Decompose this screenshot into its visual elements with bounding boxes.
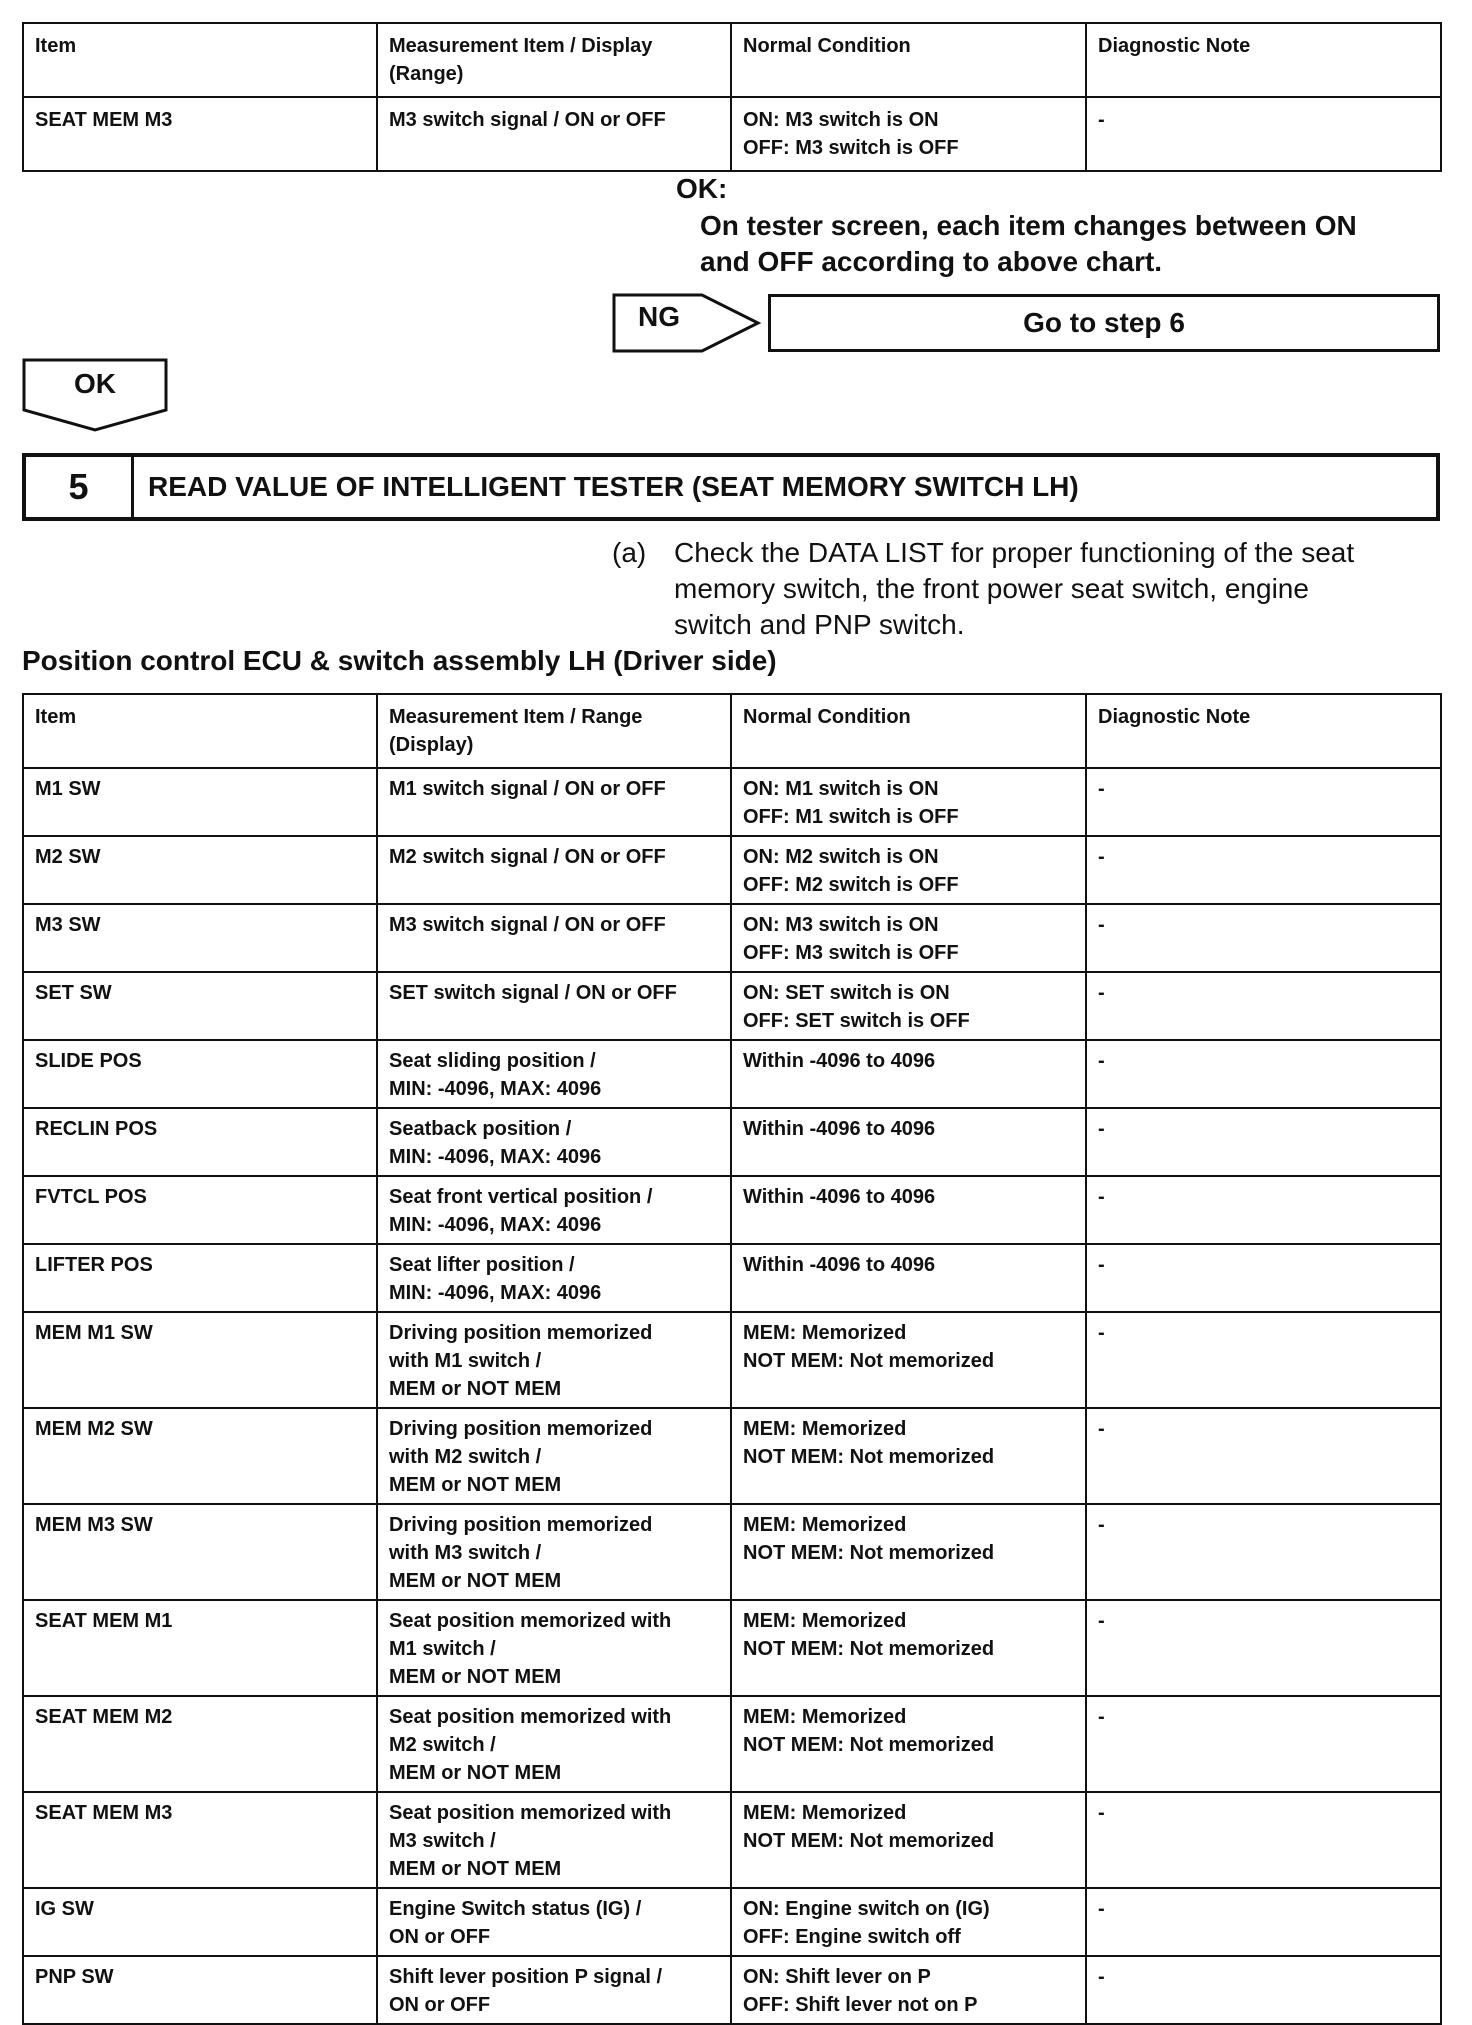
step-header bbox=[22, 453, 1440, 521]
cell-condition: MEM: Memorized NOT MEM: Not memorized bbox=[731, 1312, 1086, 1408]
cell-note: - bbox=[1086, 904, 1441, 972]
ok-result bbox=[676, 170, 1357, 280]
header-measurement-item: Measurement Item / Range (Display) bbox=[377, 694, 731, 768]
header-diagnostic-note: Diagnostic Note bbox=[1086, 23, 1441, 97]
header-measurement-item: Measurement Item / Display (Range) bbox=[377, 23, 731, 97]
table-row bbox=[23, 768, 1441, 836]
header-item: Item bbox=[23, 23, 377, 97]
cell-measurement: Seat front vertical position / MIN: -4096, MAX: 4096 bbox=[377, 1176, 731, 1244]
cell-note: - bbox=[1086, 97, 1441, 171]
cell-item: FVTCL POS bbox=[23, 1176, 377, 1244]
cell-condition: ON: Shift lever on P OFF: Shift lever not on P bbox=[731, 1956, 1086, 2024]
cell-measurement: Seat position memorized with M2 switch / MEM or NOT MEM bbox=[377, 1696, 731, 1792]
cell-condition: ON: SET switch is ON OFF: SET switch is OFF bbox=[731, 972, 1086, 1040]
step-number: 5 bbox=[26, 457, 134, 517]
cell-condition: ON: M3 switch is ON OFF: M3 switch is OFF bbox=[731, 97, 1086, 171]
data-list-body bbox=[23, 768, 1441, 2024]
header-normal-condition: Normal Condition bbox=[731, 694, 1086, 768]
table-row bbox=[23, 1176, 1441, 1244]
cell-item: SLIDE POS bbox=[23, 1040, 377, 1108]
go-to-step-6-box[interactable]: Go to step 6 bbox=[768, 294, 1440, 352]
table-row bbox=[23, 1696, 1441, 1792]
cell-item: IG SW bbox=[23, 1888, 377, 1956]
cell-item: SEAT MEM M1 bbox=[23, 1600, 377, 1696]
instruction-text: Check the DATA LIST for proper functioning of the seat memory switch, the front power seat switch, engine switch and PNP switch. bbox=[674, 537, 1355, 640]
cell-note: - bbox=[1086, 1888, 1441, 1956]
ok-branch-label: OK bbox=[74, 368, 116, 399]
cell-note: - bbox=[1086, 1408, 1441, 1504]
ok-result-text: On tester screen, each item changes between ON and OFF according to above chart. bbox=[700, 210, 1357, 277]
cell-measurement: Seat position memorized with M1 switch / MEM or NOT MEM bbox=[377, 1600, 731, 1696]
cell-item: M1 SW bbox=[23, 768, 377, 836]
ng-label: NG bbox=[638, 301, 680, 332]
cell-measurement: Engine Switch status (IG) / ON or OFF bbox=[377, 1888, 731, 1956]
cell-measurement: Seatback position / MIN: -4096, MAX: 4096 bbox=[377, 1108, 731, 1176]
table-row bbox=[23, 97, 1441, 171]
cell-item: SET SW bbox=[23, 972, 377, 1040]
cell-note: - bbox=[1086, 1312, 1441, 1408]
cell-item: PNP SW bbox=[23, 1956, 377, 2024]
cell-condition: Within -4096 to 4096 bbox=[731, 1040, 1086, 1108]
cell-condition: Within -4096 to 4096 bbox=[731, 1176, 1086, 1244]
data-list-table-continued bbox=[22, 22, 1442, 172]
cell-condition: MEM: Memorized NOT MEM: Not memorized bbox=[731, 1408, 1086, 1504]
cell-note: - bbox=[1086, 1108, 1441, 1176]
cell-item: M3 SW bbox=[23, 904, 377, 972]
header-diagnostic-note: Diagnostic Note bbox=[1086, 694, 1441, 768]
cell-measurement: M1 switch signal / ON or OFF bbox=[377, 768, 731, 836]
cell-condition: Within -4096 to 4096 bbox=[731, 1108, 1086, 1176]
cell-measurement: Shift lever position P signal / ON or OFF bbox=[377, 1956, 731, 2024]
cell-measurement: SET switch signal / ON or OFF bbox=[377, 972, 731, 1040]
instruction-marker: (a) bbox=[612, 537, 647, 568]
cell-condition: MEM: Memorized NOT MEM: Not memorized bbox=[731, 1792, 1086, 1888]
table-row bbox=[23, 836, 1441, 904]
table-row bbox=[23, 1600, 1441, 1696]
table-row bbox=[23, 1312, 1441, 1408]
table-row bbox=[23, 1108, 1441, 1176]
cell-note: - bbox=[1086, 972, 1441, 1040]
cell-note: - bbox=[1086, 1040, 1441, 1108]
table-row bbox=[23, 1504, 1441, 1600]
ok-result-label: OK: bbox=[676, 173, 728, 204]
cell-measurement: Seat sliding position / MIN: -4096, MAX: 4096 bbox=[377, 1040, 731, 1108]
cell-measurement: Driving position memorized with M2 switch / MEM or NOT MEM bbox=[377, 1408, 731, 1504]
table-header-row bbox=[23, 694, 1441, 768]
cell-item: M2 SW bbox=[23, 836, 377, 904]
cell-item: RECLIN POS bbox=[23, 1108, 377, 1176]
cell-note: - bbox=[1086, 1504, 1441, 1600]
cell-item: MEM M3 SW bbox=[23, 1504, 377, 1600]
cell-condition: Within -4096 to 4096 bbox=[731, 1244, 1086, 1312]
header-normal-condition: Normal Condition bbox=[731, 23, 1086, 97]
table-row bbox=[23, 972, 1441, 1040]
cell-condition: MEM: Memorized NOT MEM: Not memorized bbox=[731, 1696, 1086, 1792]
cell-note: - bbox=[1086, 1176, 1441, 1244]
cell-note: - bbox=[1086, 1792, 1441, 1888]
cell-measurement: Seat position memorized with M3 switch / MEM or NOT MEM bbox=[377, 1792, 731, 1888]
instruction bbox=[612, 535, 1354, 643]
cell-note: - bbox=[1086, 1244, 1441, 1312]
table-row bbox=[23, 904, 1441, 972]
cell-measurement: Seat lifter position / MIN: -4096, MAX: 4096 bbox=[377, 1244, 731, 1312]
cell-item: SEAT MEM M2 bbox=[23, 1696, 377, 1792]
section-heading: Position control ECU & switch assembly LH (Driver side) bbox=[22, 645, 777, 676]
cell-note: - bbox=[1086, 768, 1441, 836]
table-row bbox=[23, 1792, 1441, 1888]
cell-note: - bbox=[1086, 836, 1441, 904]
cell-note: - bbox=[1086, 1956, 1441, 2024]
header-item: Item bbox=[23, 694, 377, 768]
data-list-table bbox=[22, 693, 1442, 2025]
table-row bbox=[23, 1956, 1441, 2024]
table-row bbox=[23, 1244, 1441, 1312]
table-row bbox=[23, 1888, 1441, 1956]
cell-note: - bbox=[1086, 1696, 1441, 1792]
cell-measurement: M2 switch signal / ON or OFF bbox=[377, 836, 731, 904]
cell-condition: MEM: Memorized NOT MEM: Not memorized bbox=[731, 1504, 1086, 1600]
table-header-row bbox=[23, 23, 1441, 97]
cell-condition: ON: Engine switch on (IG) OFF: Engine switch off bbox=[731, 1888, 1086, 1956]
cell-condition: ON: M1 switch is ON OFF: M1 switch is OFF bbox=[731, 768, 1086, 836]
cell-measurement: M3 switch signal / ON or OFF bbox=[377, 97, 731, 171]
cell-item: SEAT MEM M3 bbox=[23, 97, 377, 171]
cell-note: - bbox=[1086, 1600, 1441, 1696]
cell-measurement: Driving position memorized with M1 switch / MEM or NOT MEM bbox=[377, 1312, 731, 1408]
cell-condition: ON: M3 switch is ON OFF: M3 switch is OFF bbox=[731, 904, 1086, 972]
cell-item: SEAT MEM M3 bbox=[23, 1792, 377, 1888]
cell-condition: MEM: Memorized NOT MEM: Not memorized bbox=[731, 1600, 1086, 1696]
cell-item: MEM M1 SW bbox=[23, 1312, 377, 1408]
cell-measurement: Driving position memorized with M3 switch / MEM or NOT MEM bbox=[377, 1504, 731, 1600]
table-row bbox=[23, 1040, 1441, 1108]
table-row bbox=[23, 1408, 1441, 1504]
cell-condition: ON: M2 switch is ON OFF: M2 switch is OFF bbox=[731, 836, 1086, 904]
cell-item: MEM M2 SW bbox=[23, 1408, 377, 1504]
step-title: READ VALUE OF INTELLIGENT TESTER (SEAT MEMORY SWITCH LH) bbox=[148, 471, 1079, 502]
cell-item: LIFTER POS bbox=[23, 1244, 377, 1312]
cell-measurement: M3 switch signal / ON or OFF bbox=[377, 904, 731, 972]
